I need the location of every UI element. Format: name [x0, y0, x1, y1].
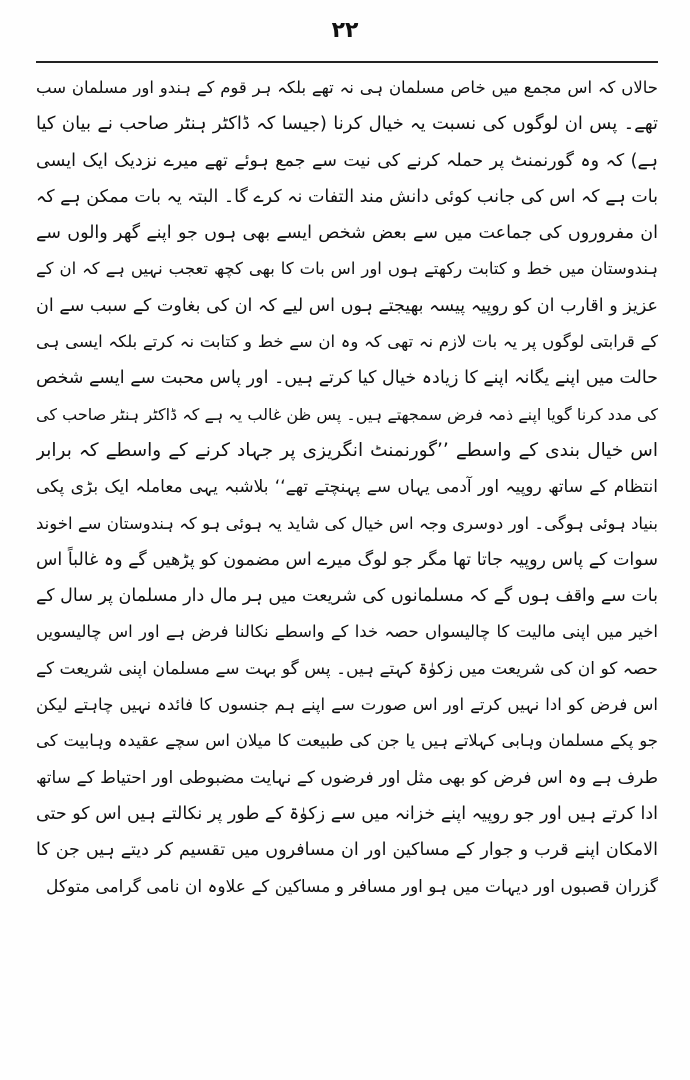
text-line: بنیاد ہوئی ہوگی۔ اور دوسری وجہ اس خیال کی شاید یہ ہوئی ہو کہ ہندوستان سے اخوند: [36, 513, 658, 533]
text-line: بات ہے کہ اس کی جانب کوئی دانش مند التفات نہ کرے گا۔ البتہ یہ بات ممکن ہے کہ: [36, 186, 658, 207]
text-line: ہندوستان میں خط و کتابت رکھتے ہوں اور اس بات کا بھی کچھ تعجب نہیں ہے کہ ان کے: [36, 259, 658, 279]
text-line: سوات کے پاس روپیہ جاتا تھا مگر جو لوگ میرے اس مضمون کو پڑھیں گے وہ غالباً اس: [36, 549, 658, 570]
text-line: اس فرض کو ادا نہیں کرتے اور اس صورت سے اپنے ہم جنسوں کا فائدہ نہیں چاہتے لیکن: [36, 695, 658, 715]
header-rule: [36, 61, 658, 63]
text-line: ادا کرتے ہیں اور جو روپیہ اپنے خزانہ میں سے زکوٰۃ کے طور پر نکالتے ہیں اس کو حتی: [36, 803, 658, 824]
text-line: اخیر میں اپنی مالیت کا چالیسواں حصہ خدا کے واسطے نکالنا فرض ہے اور اس چالیسویں: [36, 622, 658, 642]
text-line: ہے) کہ وہ گورنمنٹ پر حملہ کرنے کی نیت سے جمع ہوئے تھے میرے نزدیک ایک ایسی: [36, 150, 658, 171]
text-line: اس خیال بندی کے واسطے ’’گورنمنٹ انگریزی پر جہاد کرنے کے واسطے کہ برابر: [36, 439, 658, 461]
text-line: تھے۔ پس ان لوگوں کی نسبت یہ خیال کرنا (جیسا کہ ڈاکٹر ہنٹر صاحب نے بیان کیا: [36, 113, 658, 135]
page-number: ۲۲: [331, 18, 359, 43]
text-line: کی مدد کرنا گویا اپنے ذمہ فرض سمجھتے ہیں۔ پس ظن غالب یہ ہے کہ ڈاکٹر ہنٹر صاحب کی: [36, 404, 658, 424]
text-line: انتظام کے ساتھ روپیہ اور آدمی یہاں سے پہنچتے تھے‘‘ بلاشبہ یہی معاملہ ایک بڑی پکی: [36, 477, 658, 498]
text-line: جو پکے مسلمان وہابی کہلاتے ہیں یا جن کی طبیعت کا میلان اس سچے عقیدہ وہابیت کی: [36, 731, 658, 751]
text-line: حالت میں اپنے یگانہ اپنے کا زیادہ خیال کیا کرتے ہیں۔ اور پاس محبت سے ایسے شخص: [36, 368, 658, 389]
text-line: کے قرابتی لوگوں پر یہ بات لازم نہ تھی کہ وہ ان سے خط و کتابت نہ کرتے بلکہ ایسی ہی: [36, 332, 658, 352]
text-line: گزران قصبوں اور دیہات میں ہو اور مسافر و مساکین کے علاوہ ان نامی گرامی متوکل: [45, 876, 658, 897]
text-line: ان مفروروں کی جماعت میں سے بعض شخص ایسے بھی ہوں جو اپنے گھر والوں سے: [36, 223, 658, 244]
body-text: [36, 70, 658, 905]
text-line: حالاں کہ اس مجمع میں خاص مسلمان ہی نہ تھے بلکہ ہر قوم کے ہندو اور مسلمان سب: [36, 78, 658, 97]
text-line: طرف ہے وہ اس فرض کو بھی مثل اور فرضوں کے نہایت مضبوطی اور احتیاط کے ساتھ: [36, 767, 658, 788]
text-line: عزیز و اقارب ان کو روپیہ پیسہ بھیجتے ہوں اس لیے کہ ان کی بغاوت کے سبب سے ان: [36, 295, 658, 316]
text-line: بات سے واقف ہوں گے کہ مسلمانوں کی شریعت میں ہر مال دار مسلمان پر سال کے: [36, 586, 658, 607]
text-line: حصہ کو ان کی شریعت میں زکوٰۃ کہتے ہیں۔ پس گو بہت سے مسلمان اپنی شریعت کے: [36, 658, 658, 679]
text-line: الامکان اپنے قرب و جوار کے مساکین اور ان مسافروں میں تقسیم کر دیتے ہیں جن کا: [36, 840, 658, 861]
